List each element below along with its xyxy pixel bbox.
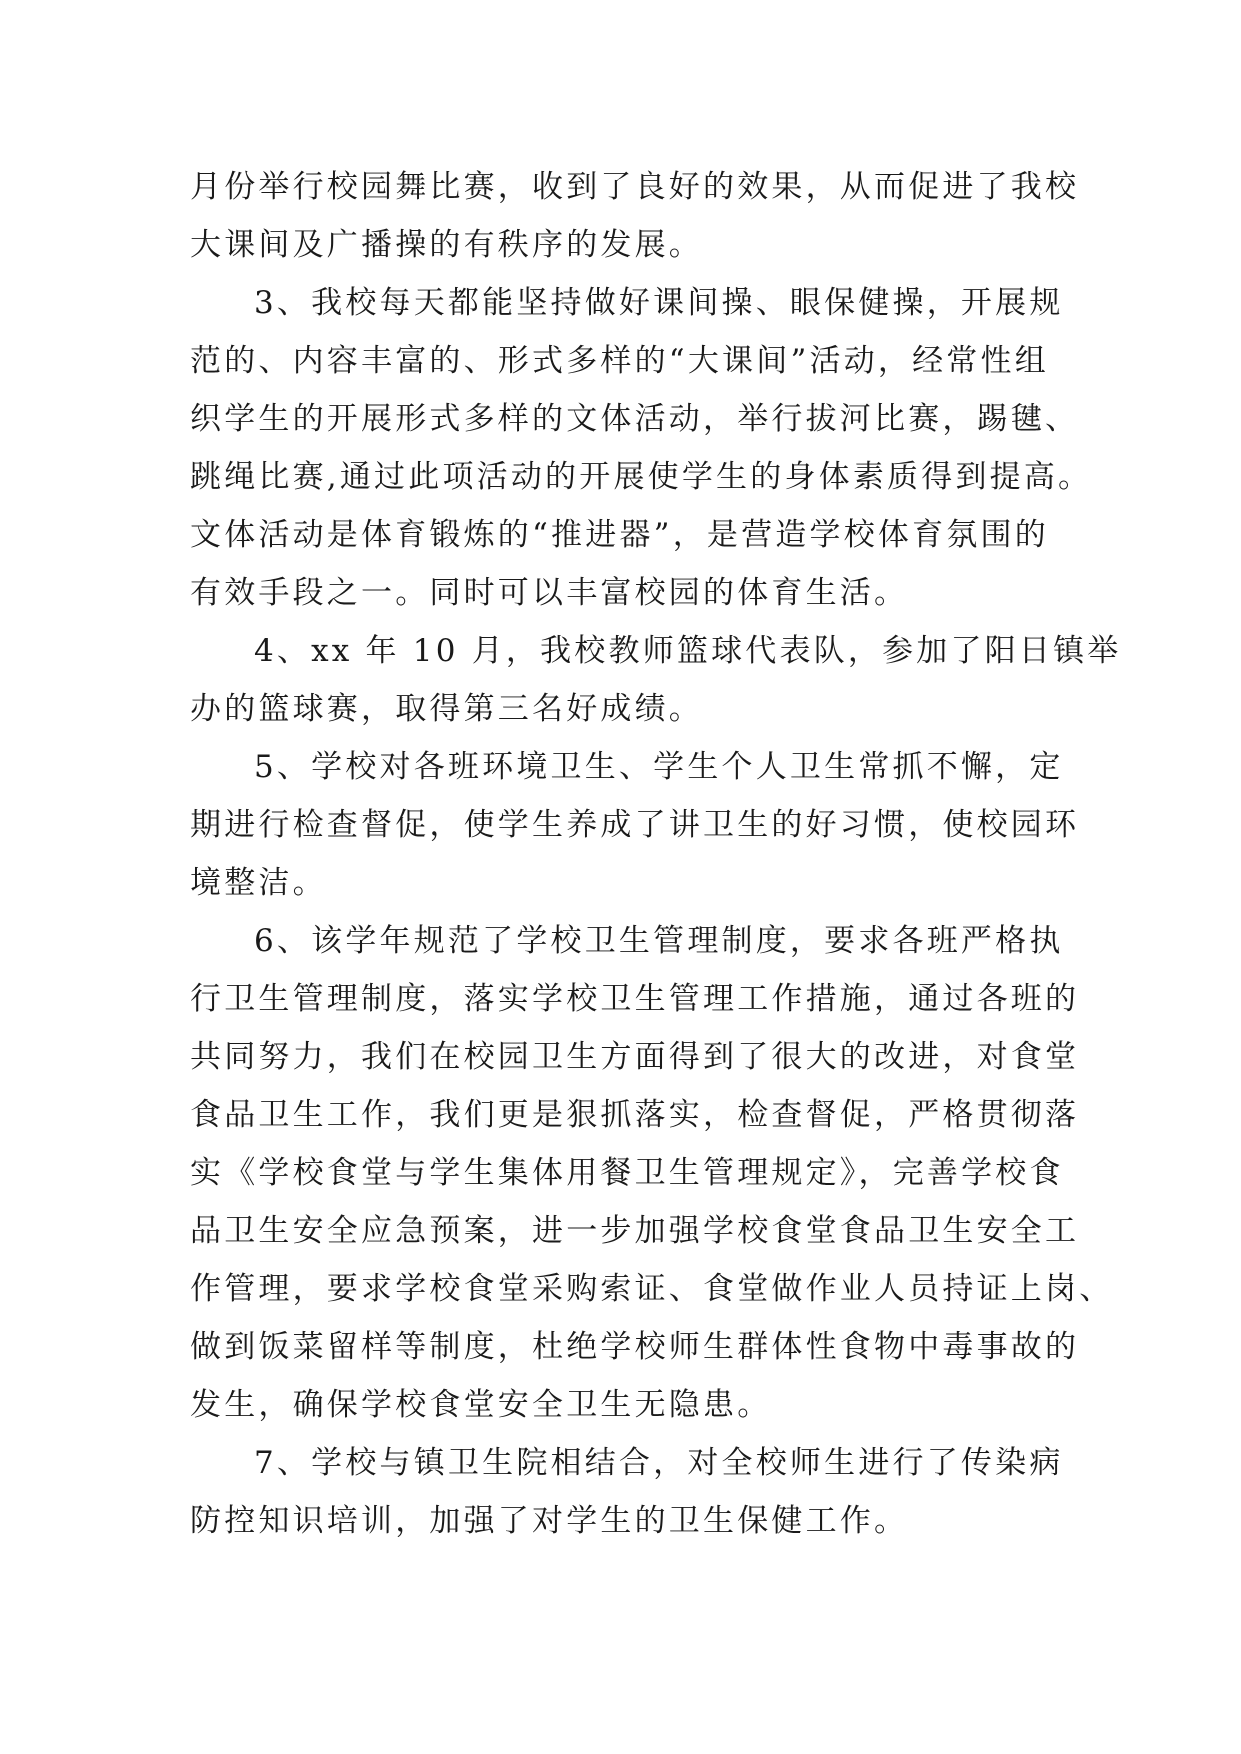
text-line: 跳绳比赛,通过此项活动的开展使学生的身体素质得到提高。: [190, 459, 1093, 495]
text-line: 共同努力，我们在校园卫生方面得到了很大的改进，对食堂: [190, 1039, 1080, 1075]
text-line: 文体活动是体育锻炼的“推进器”，是营造学校体育氛围的: [190, 517, 1049, 553]
paragraph-3-start: 3、我校每天都能坚持做好课间操、眼保健操，开展规: [254, 285, 1064, 321]
text-line: 织学生的开展形式多样的文体活动，举行拔河比赛，踢毽、: [190, 401, 1080, 437]
text-line: 做到饭菜留样等制度，杜绝学校师生群体性食物中毒事故的: [190, 1329, 1080, 1365]
text-line: 防控知识培训，加强了对学生的卫生保健工作。: [190, 1503, 909, 1539]
text-line: 境整洁。: [190, 865, 327, 901]
document-page: [190, 158, 1122, 1550]
text-line: 期进行检查督促，使学生养成了讲卫生的好习惯，使校园环: [190, 807, 1080, 843]
text-line: 实《学校食堂与学生集体用餐卫生管理规定》，完善学校食: [190, 1155, 1064, 1191]
paragraph-7-start: 7、学校与镇卫生院相结合，对全校师生进行了传染病: [254, 1445, 1064, 1481]
paragraph-5-start: 5、学校对各班环境卫生、学生个人卫生常抓不懈，定: [254, 749, 1064, 785]
paragraph-6-start: 6、该学年规范了学校卫生管理制度，要求各班严格执: [254, 923, 1064, 959]
text-line: 范的、内容丰富的、形式多样的“大课间”活动，经常性组: [190, 343, 1049, 379]
text-line: 品卫生安全应急预案，进一步加强学校食堂食品卫生安全工: [190, 1213, 1080, 1249]
text-line: 有效手段之一。同时可以丰富校园的体育生活。: [190, 575, 909, 611]
text-line: 月份举行校园舞比赛，收到了良好的效果，从而促进了我校: [190, 169, 1080, 205]
text-line: 作管理，要求学校食堂采购索证、食堂做作业人员持证上岗、: [190, 1271, 1114, 1307]
text-line: 行卫生管理制度，落实学校卫生管理工作措施，通过各班的: [190, 981, 1080, 1017]
text-line: 大课间及广播操的有秩序的发展。: [190, 227, 703, 263]
text-line: 食品卫生工作，我们更是狠抓落实，检查督促，严格贯彻落: [190, 1097, 1080, 1133]
text-line: 发生，确保学校食堂安全卫生无隐患。: [190, 1387, 772, 1423]
paragraph-4-start: 4、xx 年 10 月，我校教师篮球代表队，参加了阳日镇举: [254, 633, 1122, 669]
text-line: 办的篮球赛，取得第三名好成绩。: [190, 691, 703, 727]
